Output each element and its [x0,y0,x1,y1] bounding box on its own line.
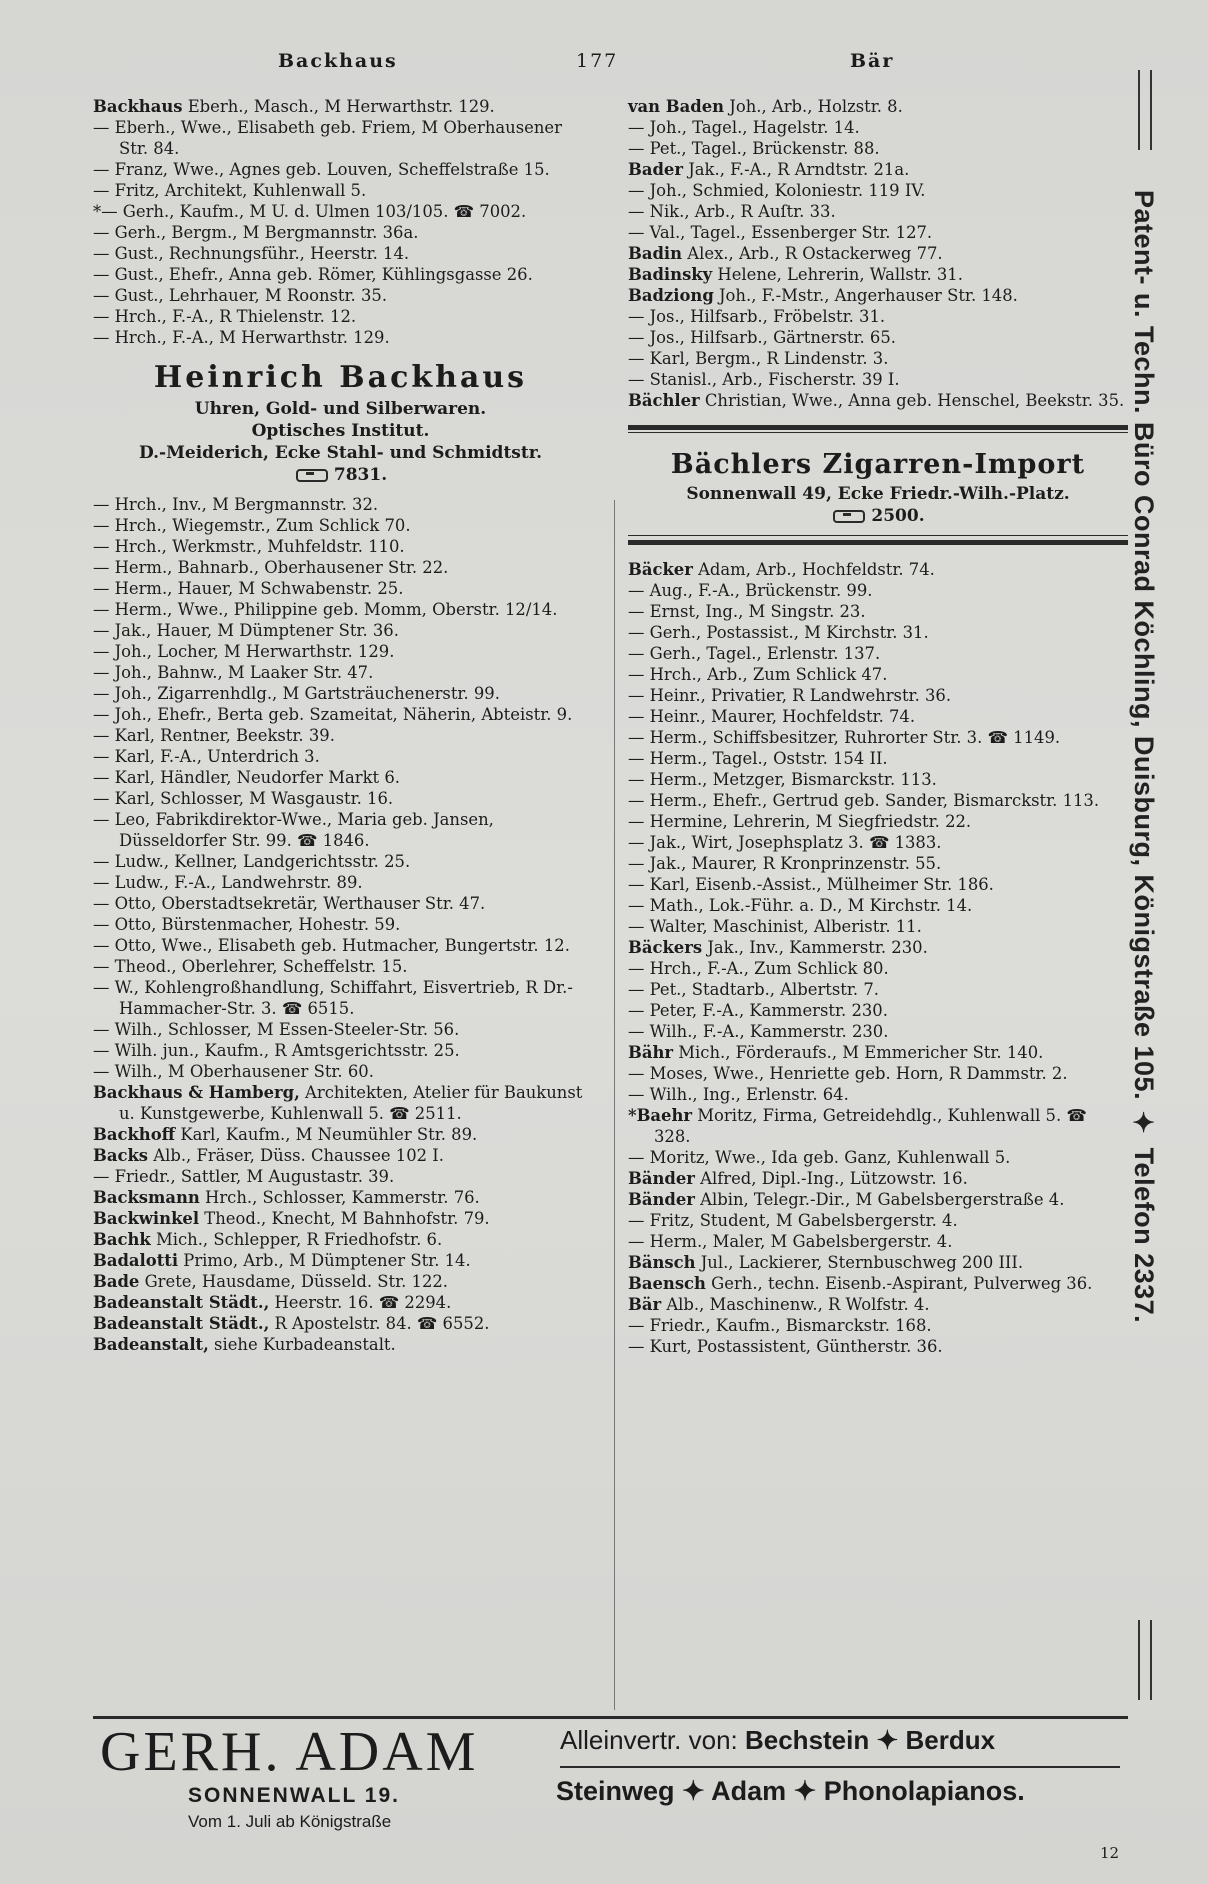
entry-name: Badeanstalt Städt., [93,1314,270,1333]
directory-entry [93,1250,588,1271]
entry-text: — Aug., F.-A., Brückenstr. 99. [628,581,873,600]
ad-rule-top [628,425,1128,430]
directory-entry [93,264,588,285]
directory-entry [628,327,1128,348]
directory-entry [628,874,1128,895]
directory-entry [93,96,588,117]
entry-text: — Karl, Eisenb.-Assist., Mülheimer Str. 186. [628,875,994,894]
directory-entry [93,222,588,243]
directory-entry [628,1315,1128,1336]
entry-name: Badin [628,244,683,263]
footer-note: Vom 1. Juli ab Königstraße [188,1812,392,1831]
entry-text: — Karl, Händler, Neudorfer Markt 6. [93,768,400,787]
directory-entry [93,1208,588,1229]
entry-text: Joh., Arb., Holzstr. 8. [724,97,903,116]
ad-title: Bächlers Zigarren-Import [670,449,1086,480]
entry-text: — Jos., Hilfsarb., Gärtnerstr. 65. [628,328,896,347]
entry-text: — Karl, Bergm., R Lindenstr. 3. [628,349,889,368]
entry-text: — Jos., Hilfsarb., Fröbelstr. 31. [628,307,886,326]
entry-name: Badalotti [93,1251,179,1270]
directory-entry [93,117,588,159]
directory-entry [628,580,1128,601]
directory-entry [93,935,588,956]
directory-entry [628,243,1128,264]
entry-text: Albin, Telegr.-Dir., M Gabelsbergerstraße 4. [694,1190,1065,1209]
entry-text: — Joh., Bahnw., M Laaker Str. 47. [93,663,374,682]
entry-name: Bade [93,1272,140,1291]
directory-entry [628,937,1128,958]
column-divider [614,500,615,1710]
entry-text: — Ernst, Ing., M Singstr. 23. [628,602,866,621]
footer-rule [93,1716,1128,1719]
entry-text: Alfred, Dipl.-Ing., Lützowstr. 16. [694,1169,968,1188]
directory-entry [628,958,1128,979]
entry-text: — Heinr., Privatier, R Landwehrstr. 36. [628,686,952,705]
entry-text: Moritz, Firma, Getreidehdlg., Kuhlenwall 5. ☎ 328. [654,1106,1087,1146]
entry-text: — Joh., Tagel., Hagelstr. 14. [628,118,860,137]
directory-entry [93,662,588,683]
footer-sole-agent [560,1724,995,1756]
directory-entry [93,599,588,620]
directory-entry [628,1063,1128,1084]
directory-entry [93,788,588,809]
entry-name: Baensch [628,1274,706,1293]
entry-name: Backhaus [93,97,183,116]
entry-text: — Leo, Fabrikdirektor-Wwe., Maria geb. Jansen, Düsseldorfer Str. 99. ☎ 1846. [93,810,494,850]
entry-text: — Friedr., Sattler, M Augustastr. 39. [93,1167,395,1186]
directory-entry [628,138,1128,159]
entry-text: — Herm., Metzger, Bismarckstr. 113. [628,770,937,789]
sole-agent-brands: Bechstein ✦ Berdux [744,1725,996,1755]
left-column [93,96,588,1355]
ad-line-1: Uhren, Gold- und Silberwaren. [194,399,487,419]
directory-entry [628,748,1128,769]
directory-entry [628,390,1128,411]
directory-entry [93,851,588,872]
directory-entry [628,180,1128,201]
entry-text: R Apostelstr. 84. ☎ 6552. [269,1314,490,1333]
entry-text: — Herm., Ehefr., Gertrud geb. Sander, Bismarckstr. 113. [628,791,1100,810]
ad-line-3: D.-Meiderich, Ecke Stahl- und Schmidtstr. [138,443,543,463]
entry-text: — Herm., Hauer, M Schwabenstr. 25. [93,579,404,598]
entry-text: — Theod., Oberlehrer, Scheffelstr. 15. [93,957,408,976]
directory-entry [93,578,588,599]
entry-text: Helene, Lehrerin, Wallstr. 31. [712,265,963,284]
directory-entry [628,685,1128,706]
directory-entry [93,1166,588,1187]
entry-name: Backs [93,1146,149,1165]
entry-text: — Joh., Schmied, Koloniestr. 119 IV. [628,181,926,200]
entry-text: — Jak., Wirt, Josephsplatz 3. ☎ 1383. [628,833,942,852]
telephone-icon [833,510,865,523]
directory-entry [93,809,588,851]
ad-title: Heinrich Backhaus [153,360,528,395]
right-bottom-entries [628,559,1128,1357]
directory-entry [628,1084,1128,1105]
directory-entry [628,1210,1128,1231]
entry-text: — Friedr., Kaufm., Bismarckstr. 168. [628,1316,932,1335]
directory-entry [628,1336,1128,1357]
directory-entry [93,557,588,578]
directory-entry [628,285,1128,306]
entry-name: Backsmann [93,1188,200,1207]
entry-text: — Joh., Ehefr., Berta geb. Szameitat, Näherin, Abteistr. 9. [93,705,573,724]
ad-telephone-number: 2500. [871,506,925,526]
entry-text: siehe Kurbadeanstalt. [208,1335,396,1354]
directory-entry [628,769,1128,790]
entry-name: Bachk [93,1230,151,1249]
entry-text: — Otto, Wwe., Elisabeth geb. Hutmacher, Bungertstr. 12. [93,936,570,955]
directory-entry [628,348,1128,369]
entry-name: Bäckers [628,938,703,957]
directory-entry [93,977,588,1019]
entry-text: Alb., Maschinenw., R Wolfstr. 4. [661,1295,930,1314]
directory-entry [628,1189,1128,1210]
ad-rule-bottom [628,540,1128,545]
entry-name: Backhaus & Hamberg, [93,1083,300,1102]
entry-text: Theod., Knecht, M Bahnhofstr. 79. [199,1209,490,1228]
directory-entry [93,893,588,914]
directory-entry [628,264,1128,285]
entry-text: — Peter, F.-A., Kammerstr. 230. [628,1001,888,1020]
entry-text: — Wilh., Schlosser, M Essen-Steeler-Str. 56. [93,1020,460,1039]
directory-entry [628,369,1128,390]
entry-text: *— Gerh., Kaufm., M U. d. Ulmen 103/105. ☎ 7002. [93,202,527,221]
entry-name: Badziong [628,286,714,305]
directory-entry [93,746,588,767]
side-banner: Patent- u. Techn. Büro Conrad Köchling, Duisburg, Königstraße 105. ✦ Telefon 2337. [1129,190,1159,1324]
entry-text: — Walter, Maschinist, Alberistr. 11. [628,917,922,936]
directory-entry [628,601,1128,622]
entry-name: Backhoff [93,1125,176,1144]
directory-entry [93,683,588,704]
directory-entry [628,1147,1128,1168]
entry-text: — Jak., Hauer, M Dümptener Str. 36. [93,621,399,640]
directory-entry [93,956,588,977]
entry-text: Hrch., Schlosser, Kammerstr. 76. [199,1188,480,1207]
directory-entry [93,914,588,935]
running-head-left: Backhaus [278,50,398,72]
entry-name: Bänsch [628,1253,696,1272]
footer-brand-rule [560,1766,1120,1768]
directory-entry [628,96,1128,117]
ad-rule-top-thin [628,432,1128,433]
entry-text: — Gust., Lehrhauer, M Roonstr. 35. [93,286,388,305]
directory-entry [628,706,1128,727]
entry-text: — Stanisl., Arb., Fischerstr. 39 I. [628,370,900,389]
directory-entry [93,704,588,725]
entry-text: — Hrch., Inv., M Bergmannstr. 32. [93,495,379,514]
entry-text: — Karl, Rentner, Beekstr. 39. [93,726,335,745]
entry-name: Backwinkel [93,1209,200,1228]
footer-brands: Steinweg ✦ Adam ✦ Phonolapianos. [556,1776,1025,1806]
side-rule-top-b [1150,70,1152,150]
entry-text: — Fritz, Student, M Gabelsbergerstr. 4. [628,1211,958,1230]
entry-text: — Heinr., Maurer, Hochfeldstr. 74. [628,707,916,726]
directory-entry [628,979,1128,1000]
directory-entry [628,559,1128,580]
entry-text: — Karl, F.-A., Unterdrich 3. [93,747,320,766]
entry-text: — Karl, Schlosser, M Wasgaustr. 16. [93,789,394,808]
entry-text: — Joh., Zigarrenhdlg., M Gartsträuchenerstr. 99. [93,684,500,703]
entry-text: — Wilh., Ing., Erlenstr. 64. [628,1085,849,1104]
entry-name: Bader [628,160,683,179]
entry-text: — Wilh., F.-A., Kammerstr. 230. [628,1022,889,1041]
directory-entry [628,1273,1128,1294]
entry-text: — Math., Lok.-Führ. a. D., M Kirchstr. 14. [628,896,973,915]
directory-entry [628,117,1128,138]
entry-text: — Otto, Bürstenmacher, Hohestr. 59. [93,915,401,934]
footer-address: SONNENWALL 19. [188,1784,400,1807]
entry-text: — Hermine, Lehrerin, M Siegfriedstr. 22. [628,812,972,831]
directory-entry [628,306,1128,327]
directory-entry [628,1168,1128,1189]
entry-text: Mich., Förderaufs., M Emmericher Str. 140. [673,1043,1044,1062]
directory-entry [628,201,1128,222]
entry-text: — Eberh., Wwe., Elisabeth geb. Friem, M Oberhausener Str. 84. [93,118,562,158]
directory-entry [93,872,588,893]
entry-name: Bänder [628,1190,695,1209]
entry-name: Bähr [628,1043,674,1062]
ad-telephone [93,464,588,486]
side-rule-bottom-a [1138,1620,1140,1700]
entry-text: — Val., Tagel., Essenberger Str. 127. [628,223,933,242]
entry-text: Adam, Arb., Hochfeldstr. 74. [692,560,935,579]
directory-entry [93,1271,588,1292]
entry-text: — Ludw., F.-A., Landwehrstr. 89. [93,873,363,892]
directory-entry [93,1019,588,1040]
sole-agent-prefix: Alleinvertr. von: [560,1725,738,1755]
entry-text: Alb., Fräser, Düss. Chaussee 102 I. [148,1146,444,1165]
directory-entry [93,243,588,264]
directory-entry [628,1105,1128,1147]
entry-text: — Herm., Schiffsbesitzer, Ruhrorter Str. 3. ☎ 1149. [628,728,1061,747]
side-rule-bottom-b [1150,1620,1152,1700]
directory-entry [93,725,588,746]
entry-text: — Gerh., Bergm., M Bergmannstr. 36a. [93,223,419,242]
directory-entry [628,1252,1128,1273]
ad-line-2: Optisches Institut. [251,421,430,441]
entry-text: — Otto, Oberstadtsekretär, Werthauser Str. 47. [93,894,486,913]
directory-entry [628,895,1128,916]
entry-text: — Herm., Tagel., Oststr. 154 II. [628,749,888,768]
directory-entry [628,1000,1128,1021]
directory-entry [93,201,588,222]
entry-text: — Nik., Arb., R Auſtr. 33. [628,202,836,221]
directory-entry [628,811,1128,832]
entry-name: Badinsky [628,265,713,284]
entry-text: Eberh., Masch., M Herwarthstr. 129. [182,97,495,116]
entry-text: — Fritz, Architekt, Kuhlenwall 5. [93,181,367,200]
directory-entry [93,536,588,557]
entry-name: Bächler [628,391,700,410]
directory-entry [93,1187,588,1208]
ad-line-1: Sonnenwall 49, Ecke Friedr.-Wilh.-Platz. [686,484,1070,504]
directory-entry [628,664,1128,685]
entry-text: — Pet., Tagel., Brückenstr. 88. [628,139,880,158]
left-top-entries [93,96,588,348]
directory-entry [93,285,588,306]
directory-entry [628,1231,1128,1252]
right-top-entries [628,96,1128,411]
page-number: 177 [576,50,619,72]
entry-text: Grete, Hausdame, Düsseld. Str. 122. [139,1272,449,1291]
entry-text: — Moritz, Wwe., Ida geb. Ganz, Kuhlenwall 5. [628,1148,1011,1167]
directory-entry [628,853,1128,874]
left-bottom-entries [93,494,588,1355]
entry-text: — Hrch., Wiegemstr., Zum Schlick 70. [93,516,411,535]
entry-name: *Baehr [628,1106,693,1125]
entry-text: Jak., Inv., Kammerstr. 230. [702,938,928,957]
entry-text: — Wilh. jun., Kaufm., R Amtsgerichtsstr. 25. [93,1041,460,1060]
directory-entry [93,306,588,327]
entry-name: Badeanstalt Städt., [93,1293,270,1312]
directory-entry [628,643,1128,664]
entry-text: Primo, Arb., M Dümptener Str. 14. [178,1251,471,1270]
directory-entry [628,1021,1128,1042]
entry-text: — Gerh., Tagel., Erlenstr. 137. [628,644,881,663]
entry-text: Jak., F.-A., R Arndtstr. 21a. [683,160,910,179]
directory-entry [93,494,588,515]
directory-entry [628,222,1128,243]
telephone-icon [296,469,328,482]
entry-name: van Baden [628,97,725,116]
running-head-right: Bär [850,50,895,72]
entry-text: — Herm., Bahnarb., Oberhausener Str. 22. [93,558,449,577]
directory-entry [93,1313,588,1334]
entry-text: Christian, Wwe., Anna geb. Henschel, Beekstr. 35. [699,391,1125,410]
ad-heinrich-backhaus [93,348,588,494]
entry-text: Karl, Kaufm., M Neumühler Str. 89. [175,1125,478,1144]
directory-entry [93,641,588,662]
entry-name: Badeanstalt, [93,1335,209,1354]
directory-entry [93,1292,588,1313]
directory-entry [628,622,1128,643]
entry-text: — Hrch., F.-A., Zum Schlick 80. [628,959,889,978]
entry-name: Bäcker [628,560,693,579]
entry-text: Heerstr. 16. ☎ 2294. [269,1293,452,1312]
side-rule-top-a [1138,70,1140,150]
directory-entry [93,620,588,641]
directory-entry [628,790,1128,811]
entry-text: — Joh., Locher, M Herwarthstr. 129. [93,642,395,661]
directory-entry [628,1294,1128,1315]
directory-entry [93,767,588,788]
entry-name: Bär [628,1295,662,1314]
directory-entry [93,1145,588,1166]
entry-text: — Gerh., Postassist., M Kirchstr. 31. [628,623,929,642]
directory-entry [93,1229,588,1250]
entry-text: — Gust., Ehefr., Anna geb. Römer, Kühlingsgasse 26. [93,265,533,284]
directory-entry [93,1082,588,1124]
ad-telephone [628,505,1128,527]
entry-text: — Herm., Wwe., Philippine geb. Momm, Oberstr. 12/14. [93,600,558,619]
entry-text: — W., Kohlengroßhandlung, Schiffahrt, Eisvertrieb, R Dr.-Hammacher-Str. 3. ☎ 6515. [93,978,573,1018]
entry-text: — Franz, Wwe., Agnes geb. Louven, Scheffelstraße 15. [93,160,550,179]
entry-text: Architekten, Atelier für Baukunst u. Kunstgewerbe, Kuhlenwall 5. ☎ 2511. [119,1083,583,1123]
directory-entry [628,832,1128,853]
entry-text: — Hrch., Werkmstr., Muhfeldstr. 110. [93,537,405,556]
right-column [628,96,1128,1357]
entry-text: — Hrch., F.-A., M Herwarthstr. 129. [93,328,390,347]
entry-text: Joh., F.-Mstr., Angerhauser Str. 148. [713,286,1018,305]
directory-entry [628,727,1128,748]
entry-text: — Gust., Rechnungsführ., Heerstr. 14. [93,244,410,263]
directory-entry [93,180,588,201]
entry-text: Mich., Schlepper, R Friedhofstr. 6. [150,1230,443,1249]
entry-text: Alex., Arb., R Ostackerweg 77. [682,244,943,263]
directory-entry [628,916,1128,937]
directory-entry [93,159,588,180]
footer-page-number: 12 [1100,1844,1120,1862]
entry-text: — Ludw., Kellner, Landgerichtsstr. 25. [93,852,411,871]
entry-text: Gerh., techn. Eisenb.-Aspirant, Pulverweg 36. [705,1274,1093,1293]
directory-entry [93,1061,588,1082]
directory-entry [93,1124,588,1145]
directory-entry [93,327,588,348]
ad-telephone-number: 7831. [333,465,388,485]
entry-text: — Jak., Maurer, R Kronprinzenstr. 55. [628,854,942,873]
entry-text: — Wilh., M Oberhausener Str. 60. [93,1062,374,1081]
directory-entry [93,1334,588,1355]
entry-text: — Hrch., Arb., Zum Schlick 47. [628,665,888,684]
directory-entry [628,1042,1128,1063]
directory-entry [628,159,1128,180]
entry-text: Jul., Lackierer, Sternbuschweg 200 III. [695,1253,1024,1272]
directory-entry [93,1040,588,1061]
entry-text: — Hrch., F.-A., R Thielenstr. 12. [93,307,357,326]
entry-text: — Herm., Maler, M Gabelsbergerstr. 4. [628,1232,953,1251]
ad-baechlers-zigarren [628,437,1128,535]
entry-name: Bänder [628,1169,695,1188]
entry-text: — Kurt, Postassistent, Güntherstr. 36. [628,1337,943,1356]
ad-rule-bottom-thin [628,535,1128,536]
entry-text: — Moses, Wwe., Henriette geb. Horn, R Dammstr. 2. [628,1064,1068,1083]
directory-entry [93,515,588,536]
footer-advertiser: GERH. ADAM [100,1721,479,1783]
entry-text: — Pet., Stadtarb., Albertstr. 7. [628,980,879,999]
